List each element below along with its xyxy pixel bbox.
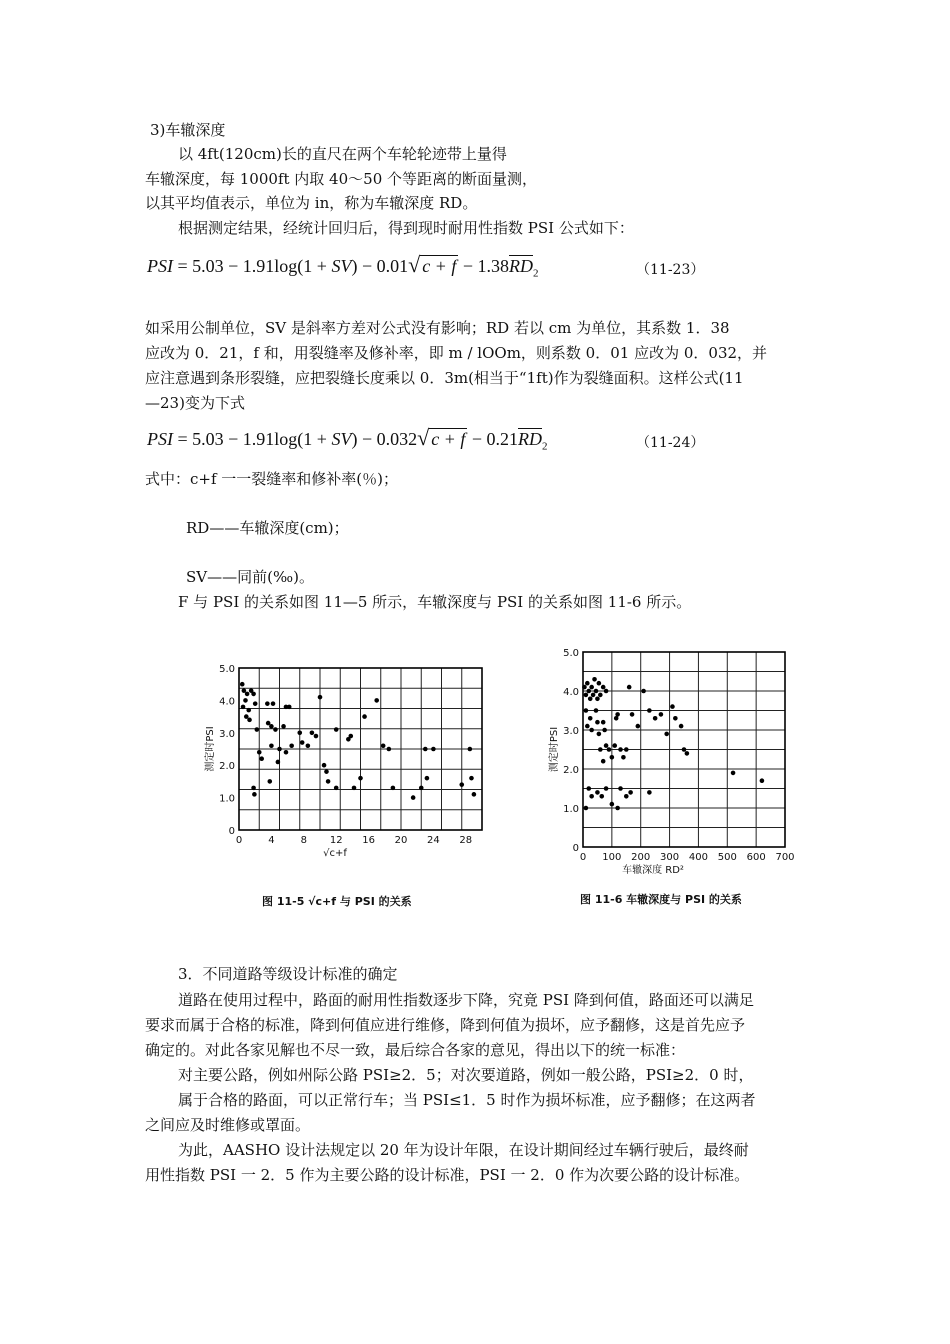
paragraph-line: 之间应及时维修或罩面。 [145,1116,311,1134]
data-point [647,790,652,795]
data-point [374,698,379,703]
x-tick-label: 24 [427,835,440,846]
data-point [318,695,323,700]
data-point [585,681,590,686]
data-point [255,727,260,732]
x-axis-label: √c+f [323,848,347,859]
data-point [679,724,684,729]
formula-term: − 1.38 [458,256,509,276]
data-point [269,743,274,748]
data-point [588,716,593,721]
data-point [252,792,257,797]
data-point [381,743,386,748]
x-tick-label: 12 [329,835,343,846]
data-point [630,712,635,717]
y-tick-label: 2.0 [219,761,235,773]
radical-sign: √ [417,425,430,450]
paragraph-line: —23)变为下式 [145,394,245,412]
x-tick-label: 8 [300,835,307,846]
x-axis-label: 车辙深度 RD² [622,865,684,876]
y-tick-label: 1.0 [219,793,235,805]
paragraph-line: 车辙深度，每 1000ft 内取 40～50 个等距离的断面量测， [145,170,538,188]
data-point [267,779,272,784]
data-point [324,769,329,774]
data-point [273,727,278,732]
data-point [251,786,256,791]
data-point [241,705,246,710]
data-point [266,721,271,726]
paragraph-line: F 与 PSI 的关系如图 11—5 所示，车辙深度与 PSI 的关系如图 11-6 所示。 [178,593,692,611]
data-point [624,747,629,752]
formula-sv: SV [331,256,352,276]
paragraph-line: 以其平均值表示，单位为 in，称为车辙深度 RD。 [145,194,478,212]
definition-line: 式中：c+f 一一裂缝率和修补率(％)； [145,470,398,488]
data-point [586,786,591,791]
definition-line: RD——车辙深度(cm)； [186,519,349,537]
x-tick-label: 0 [579,852,587,863]
paragraph-line: 要求而属于合格的标准，降到何值应进行维修，降到何值为损坏，应予翻修，这是首先应予 [145,1016,746,1034]
data-point [411,795,416,800]
formula-lhs: PSI [147,256,173,276]
data-point [419,786,424,791]
data-point [731,771,736,776]
radical-sign: √ [408,252,421,277]
formula-lhs: PSI [147,429,173,449]
data-point [391,786,396,791]
y-tick-label: 5.0 [219,664,235,675]
formula-11-23 [147,254,538,285]
data-point [240,682,245,687]
data-point [362,714,367,719]
data-point [604,786,609,791]
data-point [599,794,604,799]
chart-fig-11-5 [195,650,495,865]
paragraph-line: 如采用公制单位，SV 是斜率方差对公式没有影响；RD 若以 cm 为单位，其系数 1．38 [145,319,730,337]
data-point [591,693,596,698]
data-point [628,790,633,795]
data-point [589,794,594,799]
data-point [673,716,678,721]
data-point [598,747,603,752]
equation-number: （11-24） [636,435,705,451]
definition-line: SV——同前(‰)。 [186,568,314,586]
data-point [276,760,281,765]
data-point [589,685,594,690]
formula-term: ) − 0.032 [351,429,418,449]
data-point [598,693,603,698]
x-tick-label: 300 [660,852,680,863]
data-point [387,747,392,752]
data-point [595,720,600,725]
x-tick-label: 4 [268,835,275,846]
formula-exponent: 2 [541,440,548,453]
data-point [257,750,262,755]
data-point [245,692,250,697]
data-point [253,701,258,706]
data-point [289,743,294,748]
data-point [271,701,276,706]
data-point [615,712,620,717]
data-point [297,731,302,736]
data-point [610,802,615,807]
x-tick-label: 200 [631,852,651,863]
data-point [306,743,311,748]
data-point [251,692,256,697]
chart-fig-11-6 [525,630,800,885]
formula-exponent: 2 [532,267,539,280]
data-point [584,806,589,811]
formula-11-24 [147,427,547,458]
x-tick-label: 16 [362,835,375,846]
formula-radicand: c + f [431,429,466,449]
data-point [621,755,626,760]
data-point [423,747,428,752]
formula-term: ) − 0.01 [351,256,409,276]
paragraph-line: 用性指数 PSI 一 2．5 作为主要公路的设计标准，PSI 一 2．0 作为次要公路的设计标准。 [145,1166,750,1184]
data-point [425,776,430,781]
data-point [247,718,252,723]
x-tick-label: 600 [746,852,766,863]
x-tick-label: 700 [775,852,795,863]
x-tick-label: 500 [717,852,737,863]
data-point [624,794,629,799]
data-point [334,786,339,791]
data-point [589,728,594,733]
data-point [618,747,623,752]
data-point [685,751,690,756]
data-point [604,743,609,748]
x-tick-label: 20 [394,835,408,846]
data-point [601,720,606,725]
heading-design-standard: 3．不同道路等级设计标准的确定 [178,965,398,983]
data-point [265,701,270,706]
paragraph-line: 属于合格的路面，可以正常行车；当 PSI≤1．5 时作为损坏标准，应予翻修；在这两者 [178,1091,756,1109]
data-point [597,732,602,737]
paragraph-line: 应注意遇到条形裂缝，应把裂缝长度乘以 0．3m(相当于“1ft)作为裂缝面积。这样公式(11 [145,369,744,387]
data-point [287,705,292,710]
data-point [431,747,436,752]
x-tick-label: 28 [459,835,473,846]
data-point [602,728,607,733]
y-tick-label: 1.0 [563,804,579,815]
data-point [595,697,600,702]
data-point [612,743,617,748]
data-point [472,792,477,797]
data-point [594,708,599,713]
formula-term: = 5.03 − 1.91log(1 + [173,429,332,449]
data-point [269,724,274,729]
y-tick-label: 0 [572,843,579,854]
figure-caption-11-6: 图 11-6 车辙深度与 PSI 的关系 [580,893,742,906]
data-point [647,708,652,713]
data-point [259,756,264,761]
formula-rd: RD [517,429,542,449]
data-point [300,740,305,745]
data-point [584,708,589,713]
paragraph-line: 为此，AASHO 设计法规定以 20 年为设计年限，在设计期间经过车辆行驶后，最终耐 [178,1141,749,1159]
data-point [585,724,590,729]
data-point [610,755,615,760]
formula-term: = 5.03 − 1.91log(1 + [173,256,332,276]
data-point [594,689,599,694]
formula-radicand: c + f [422,256,457,276]
data-point [469,776,474,781]
data-point [281,724,286,729]
formula-rd: RD [508,256,533,276]
equation-number: （11-23） [636,262,705,278]
data-point [604,689,609,694]
data-point [334,727,339,732]
data-point [582,685,587,690]
data-point [243,698,248,703]
x-tick-label: 400 [688,852,708,863]
y-axis-label: 测定时PSI [549,726,560,773]
data-point [468,747,473,752]
data-point [588,697,593,702]
y-tick-label: 0 [228,826,235,837]
data-point [641,689,646,694]
x-tick-label: 100 [602,852,622,863]
data-point [653,716,658,721]
x-tick-label: 0 [235,835,243,846]
paragraph-line: 根据测定结果，经统计回归后，得到现时耐用性指数 PSI 公式如下： [178,219,634,237]
data-point [595,790,600,795]
data-point [601,759,606,764]
data-point [358,776,363,781]
data-point [659,712,664,717]
data-point [760,778,765,783]
heading-rut-depth: 3)车辙深度 [150,121,226,139]
y-tick-label: 2.0 [563,765,579,776]
figure-caption-11-5: 图 11-5 √c+f 与 PSI 的关系 [262,895,412,908]
data-point [601,685,606,690]
y-tick-label: 5.0 [563,648,579,659]
paragraph-line: 应改为 0．21，f 和，用裂缝率及修补率，即 m / lOOm，则系数 0．01 应改为 0．032，并 [145,344,768,362]
data-point [586,689,591,694]
paragraph-line: 对主要公路，例如州际公路 PSI≥2．5；对次要道路，例如一般公路，PSI≥2．0 时， [178,1066,754,1084]
data-point [618,786,623,791]
data-point [670,704,675,709]
data-point [597,681,602,686]
y-tick-label: 3.0 [219,728,235,740]
data-point [636,724,641,729]
data-point [322,763,327,768]
data-point [284,750,289,755]
paragraph-line: 以 4ft(120cm)长的直尺在两个车轮轮迹带上量得 [178,145,507,163]
formula-term: − 0.21 [467,429,518,449]
data-point [664,732,669,737]
data-point [277,747,282,752]
paragraph-line: 确定的。对此各家见解也不尽一致，最后综合各家的意见，得出以下的统一标准： [145,1041,686,1059]
y-tick-label: 4.0 [563,687,579,698]
data-point [592,677,597,682]
data-point [246,708,251,713]
data-point [607,747,612,752]
data-point [310,731,315,736]
paragraph-line: 道路在使用过程中，路面的耐用性指数逐步下降，究竟 PSI 降到何值，路面还可以满足 [178,991,754,1009]
data-point [326,779,331,784]
y-tick-label: 4.0 [219,696,235,708]
data-point [348,734,353,739]
data-point [352,786,357,791]
data-point [242,688,247,693]
formula-sv: SV [331,429,352,449]
data-point [244,714,249,719]
data-point [584,693,589,698]
data-point [627,685,632,690]
data-point [459,782,464,787]
y-tick-label: 3.0 [563,726,579,737]
data-point [615,806,620,811]
data-point [314,734,319,739]
data-point [682,747,687,752]
y-axis-label: 测定时PSI [205,726,216,772]
